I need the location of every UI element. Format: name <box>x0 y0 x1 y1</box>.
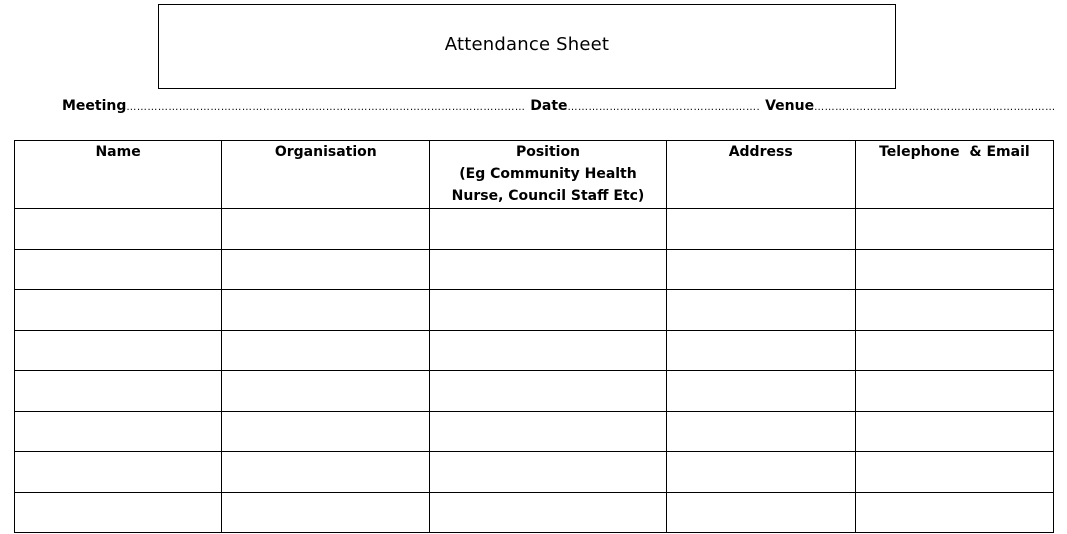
table-row <box>15 492 1054 533</box>
cell-position[interactable] <box>430 249 666 290</box>
cell-telephone-email[interactable] <box>855 249 1053 290</box>
cell-telephone-email[interactable] <box>855 492 1053 533</box>
date-label: Date <box>530 98 568 114</box>
header-telephone-email-label: Telephone & Email <box>879 144 1030 160</box>
cell-address[interactable] <box>666 452 855 493</box>
cell-telephone-email[interactable] <box>855 209 1053 250</box>
cell-name[interactable] <box>15 290 222 331</box>
header-position-note-line2: Nurse, Council Staff Etc) <box>451 188 645 204</box>
cell-organisation[interactable] <box>222 371 430 412</box>
cell-name[interactable] <box>15 330 222 371</box>
cell-name[interactable] <box>15 411 222 452</box>
cell-organisation[interactable] <box>222 411 430 452</box>
venue-blank[interactable]: …………………………………………………………… <box>814 102 1056 113</box>
header-address-label: Address <box>728 144 793 160</box>
table-row <box>15 452 1054 493</box>
cell-organisation[interactable] <box>222 249 430 290</box>
page-title: Attendance Sheet <box>444 34 610 55</box>
table-row <box>15 209 1054 250</box>
venue-label: Venue <box>765 98 815 114</box>
cell-telephone-email[interactable] <box>855 330 1053 371</box>
cell-position[interactable] <box>430 371 666 412</box>
table-row <box>15 411 1054 452</box>
cell-address[interactable] <box>666 330 855 371</box>
header-organisation-label: Organisation <box>274 144 377 160</box>
title-box <box>158 4 896 89</box>
cell-organisation[interactable] <box>222 452 430 493</box>
cell-organisation[interactable] <box>222 492 430 533</box>
cell-telephone-email[interactable] <box>855 452 1053 493</box>
cell-telephone-email[interactable] <box>855 290 1053 331</box>
cell-position[interactable] <box>430 452 666 493</box>
header-telephone-email <box>855 141 1053 209</box>
table-row <box>15 249 1054 290</box>
header-organisation <box>222 141 430 209</box>
cell-name[interactable] <box>15 249 222 290</box>
cell-name[interactable] <box>15 492 222 533</box>
header-row <box>15 141 1054 209</box>
header-address <box>666 141 855 209</box>
header-position-label: Position <box>515 144 581 160</box>
attendance-table <box>14 140 1054 533</box>
table-row <box>15 290 1054 331</box>
header-position-note-line1: (Eg Community Health <box>459 166 637 182</box>
attendance-rows <box>15 209 1054 533</box>
cell-position[interactable] <box>430 290 666 331</box>
header-name-label: Name <box>95 144 141 160</box>
cell-address[interactable] <box>666 249 855 290</box>
table-row <box>15 330 1054 371</box>
cell-address[interactable] <box>666 411 855 452</box>
cell-position[interactable] <box>430 209 666 250</box>
header-name <box>15 141 222 209</box>
cell-address[interactable] <box>666 209 855 250</box>
meeting-info-line <box>62 98 1056 114</box>
cell-address[interactable] <box>666 492 855 533</box>
cell-position[interactable] <box>430 330 666 371</box>
meeting-label: Meeting <box>62 98 127 114</box>
cell-address[interactable] <box>666 290 855 331</box>
cell-address[interactable] <box>666 371 855 412</box>
cell-name[interactable] <box>15 452 222 493</box>
cell-telephone-email[interactable] <box>855 371 1053 412</box>
cell-position[interactable] <box>430 492 666 533</box>
cell-organisation[interactable] <box>222 290 430 331</box>
cell-organisation[interactable] <box>222 330 430 371</box>
date-blank[interactable]: ………………………………………………. <box>567 102 761 113</box>
cell-name[interactable] <box>15 209 222 250</box>
cell-organisation[interactable] <box>222 209 430 250</box>
header-position <box>430 141 666 209</box>
meeting-blank[interactable]: …………………………………………………………………………………………………… <box>126 102 526 113</box>
cell-telephone-email[interactable] <box>855 411 1053 452</box>
cell-position[interactable] <box>430 411 666 452</box>
cell-name[interactable] <box>15 371 222 412</box>
table-row <box>15 371 1054 412</box>
